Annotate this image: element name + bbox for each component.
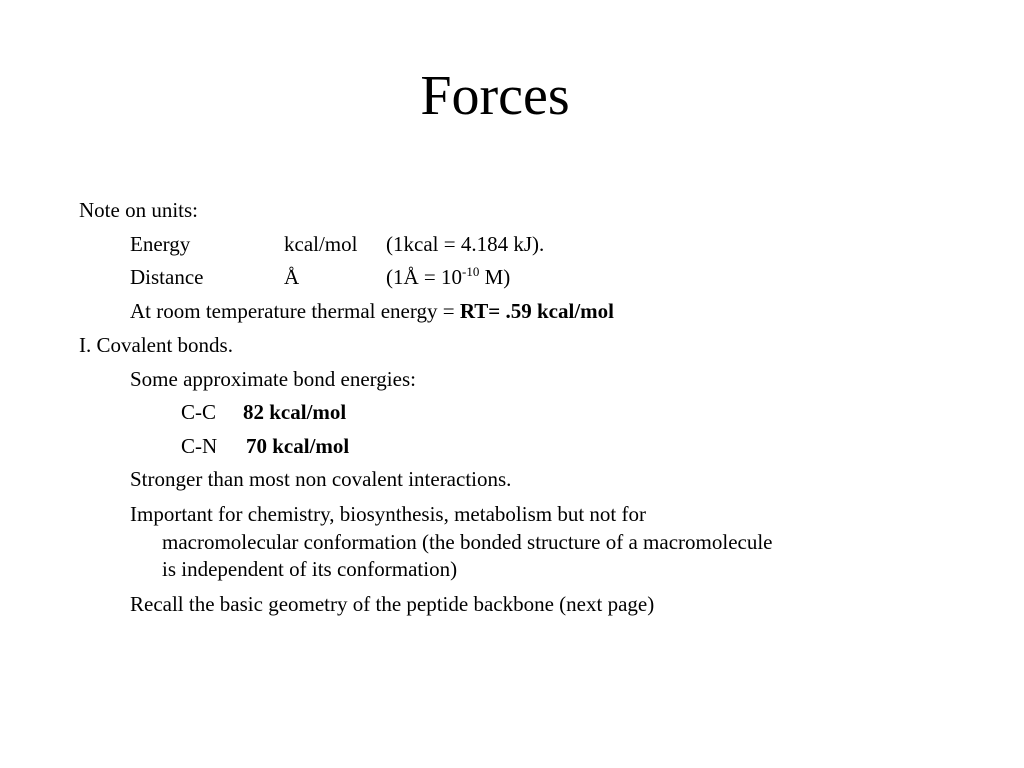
- bond-energies-intro: Some approximate bond energies:: [130, 367, 416, 391]
- distance-label: Distance: [130, 265, 204, 289]
- distance-conversion-exponent: -10: [462, 264, 480, 279]
- important-line-3: is independent of its conformation): [162, 557, 458, 581]
- energy-label: Energy: [130, 232, 191, 256]
- thermal-energy-value: RT= .59 kcal/mol: [459, 299, 614, 323]
- stronger-text: Stronger than most non covalent interactions.: [130, 467, 512, 491]
- thermal-energy-line: [130, 298, 614, 324]
- distance-conversion-suffix: M): [479, 265, 511, 289]
- important-line-2: macromolecular conformation (the bonded structure of a macromolecule: [162, 530, 773, 554]
- recall-text: Recall the basic geometry of the peptide backbone (next page): [130, 592, 655, 616]
- note-heading: Note on units:: [79, 198, 198, 222]
- energy-unit: kcal/mol: [284, 232, 358, 256]
- bond-name: C-C: [181, 400, 217, 424]
- energy-conversion: (1kcal = 4.184 kJ).: [386, 232, 545, 256]
- thermal-energy-text: At room temperature thermal energy =: [130, 299, 460, 323]
- bond-energy: 70 kcal/mol: [246, 434, 350, 458]
- distance-conversion: [386, 264, 510, 290]
- slide-title: Forces: [420, 65, 570, 127]
- covalent-heading: I. Covalent bonds.: [79, 333, 233, 357]
- distance-unit: Å: [284, 265, 300, 289]
- bond-name: C-N: [181, 434, 218, 458]
- bond-energy: 82 kcal/mol: [243, 400, 347, 424]
- distance-conversion-prefix: (1Å = 10: [386, 265, 463, 289]
- important-line-1: Important for chemistry, biosynthesis, metabolism but not for: [130, 502, 646, 526]
